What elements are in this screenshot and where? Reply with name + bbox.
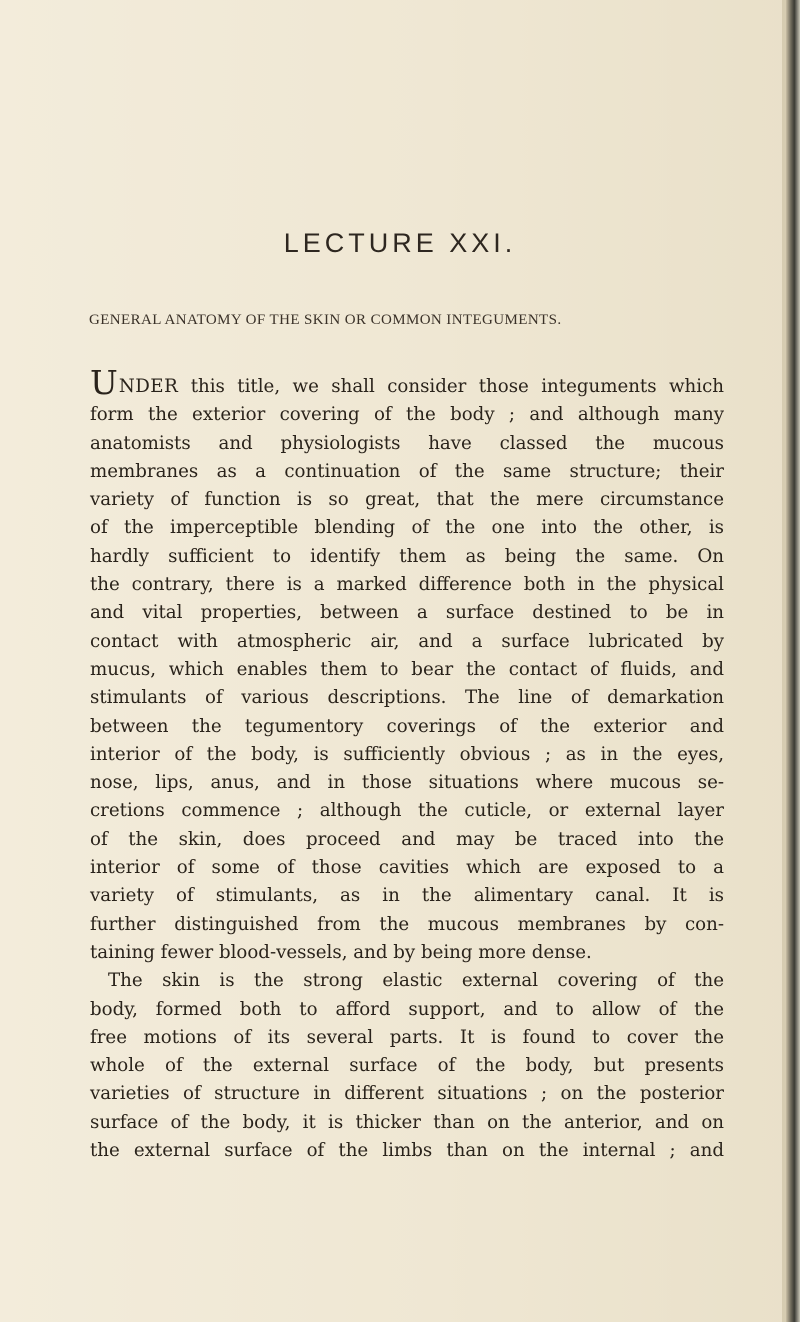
first-word-rest: NDER	[118, 376, 179, 397]
text-line: nose, lips, anus, and in those situations where mucous se-	[90, 772, 724, 794]
text-line-content: this title, we shall consider those integuments which	[178, 376, 724, 397]
text-line: further distinguished from the mucous membranes by con-	[90, 913, 724, 935]
text-line: interior of the body, is sufficiently obvious ; as in the eyes,	[90, 743, 724, 765]
text-line: variety of function is so great, that the mere circumstance	[90, 489, 724, 511]
text-line: cretions commence ; although the cuticle, or external layer	[90, 800, 724, 822]
text-line: free motions of its several parts. It is found to cover the	[90, 1026, 724, 1048]
text-line: and vital properties, between a surface destined to be in	[90, 602, 724, 624]
text-line: between the tegumentory coverings of the exterior and	[90, 715, 724, 737]
text-line: surface of the body, it is thicker than on the anterior, and on	[90, 1111, 724, 1133]
text-line: whole of the external surface of the body, but presents	[90, 1055, 724, 1077]
text-line: contact with atmospheric air, and a surface lubricated by	[90, 630, 724, 652]
text-line: body, formed both to afford support, and to allow of the	[90, 998, 724, 1020]
text-line: variety of stimulants, as in the alimentary canal. It is	[90, 885, 724, 907]
lecture-title: LECTURE XXI.	[283, 228, 517, 258]
text-line: of the skin, does proceed and may be traced into the	[90, 828, 724, 850]
text-line: The skin is the strong elastic external covering of the	[108, 970, 724, 992]
text-line: mucus, which enables them to bear the contact of fluids, and	[90, 658, 724, 680]
text-line: interior of some of those cavities which are exposed to a	[90, 857, 724, 879]
text-line: the external surface of the limbs than on the internal ; and	[90, 1140, 724, 1162]
text-line	[90, 363, 724, 402]
text-line: membranes as a continuation of the same structure; their	[90, 460, 724, 482]
text-line: the contrary, there is a marked difference both in the physical	[90, 574, 724, 596]
text-line: taining fewer blood-vessels, and by being more dense.	[90, 941, 592, 963]
text-line: form the exterior covering of the body ; and although many	[90, 404, 724, 426]
chapter-subtitle: GENERAL ANATOMY OF THE SKIN OR COMMON INTEGUMENTS.	[89, 312, 562, 328]
text-line: hardly sufficient to identify them as being the same. On	[90, 545, 724, 567]
book-binding-edge	[786, 0, 800, 1322]
text-line: stimulants of various descriptions. The line of demarkation	[90, 687, 724, 709]
drop-cap: U	[90, 363, 118, 402]
text-line: varieties of structure in different situations ; on the posterior	[90, 1083, 724, 1105]
body-text	[90, 363, 724, 1165]
text-line: anatomists and physiologists have classed the mucous	[90, 432, 724, 454]
text-line: of the imperceptible blending of the one into the other, is	[90, 517, 724, 539]
